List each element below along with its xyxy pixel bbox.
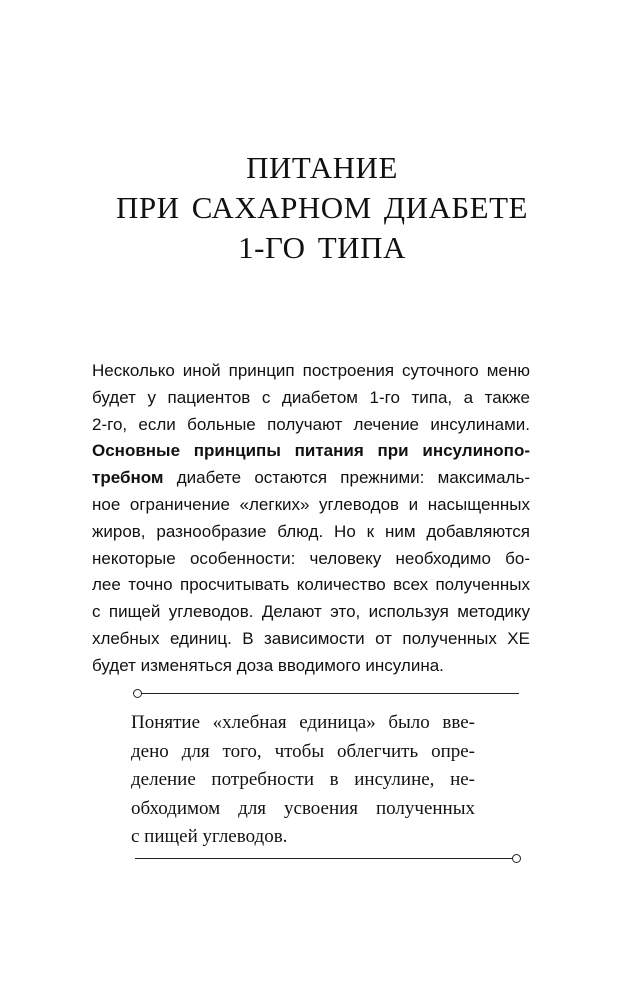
body-paragraph (92, 358, 530, 680)
paragraph-line: Несколько иной принцип построения суточного меню (92, 361, 530, 380)
note-box-text (131, 709, 475, 852)
paragraph-line: жиров, разнообразие блюд. Но к ним добавляются (92, 521, 530, 541)
note-line: дено для того, чтобы облегчить опре- (131, 740, 475, 762)
paragraph-line: лее точно просчитывать количество всех полученных (92, 575, 530, 595)
chapter-title-line: 1-ГО ТИПА (238, 230, 406, 265)
chapter-title (0, 148, 644, 268)
paragraph-line-rest: диабете остаются прежними: максималь- (163, 468, 530, 488)
chapter-title-line: ПРИ САХАРНОМ ДИАБЕТЕ (116, 190, 528, 225)
note-top-rule (141, 693, 519, 694)
note-line: деление потребности в инсулине, не- (131, 769, 475, 791)
note-bottom-rule (135, 858, 513, 859)
paragraph-line: ное ограничение «легких» углеводов и насыщенных (92, 494, 530, 514)
paragraph-line: будет у пациентов с диабетом 1-го типа, а также (92, 387, 530, 407)
paragraph-line: некоторые особенности: человеку необходимо бо- (92, 548, 530, 568)
paragraph-line-bold: Основные принципы питания при инсулинопо- (92, 441, 530, 461)
paragraph-line: 2-го, если больные получают лечение инсулинами. (92, 414, 530, 434)
note-bottom-circle-ornament (512, 854, 521, 863)
note-line: обходимом для усвоения полученных (131, 797, 475, 819)
chapter-title-line: ПИТАНИЕ (246, 150, 398, 185)
bold-phrase: требном (92, 468, 164, 488)
note-top-circle-ornament (133, 689, 142, 698)
note-line: с пищей углеводов. (131, 826, 288, 848)
note-line: Понятие «хлебная единица» было вве- (131, 712, 475, 733)
paragraph-line: будет изменяться доза вводимого инсулина. (92, 655, 444, 675)
paragraph-line: с пищей углеводов. Делают это, используя методику (92, 602, 530, 622)
paragraph-line: хлебных единиц. В зависимости от полученных ХЕ (92, 628, 530, 648)
paragraph-line-mixed (92, 465, 530, 492)
